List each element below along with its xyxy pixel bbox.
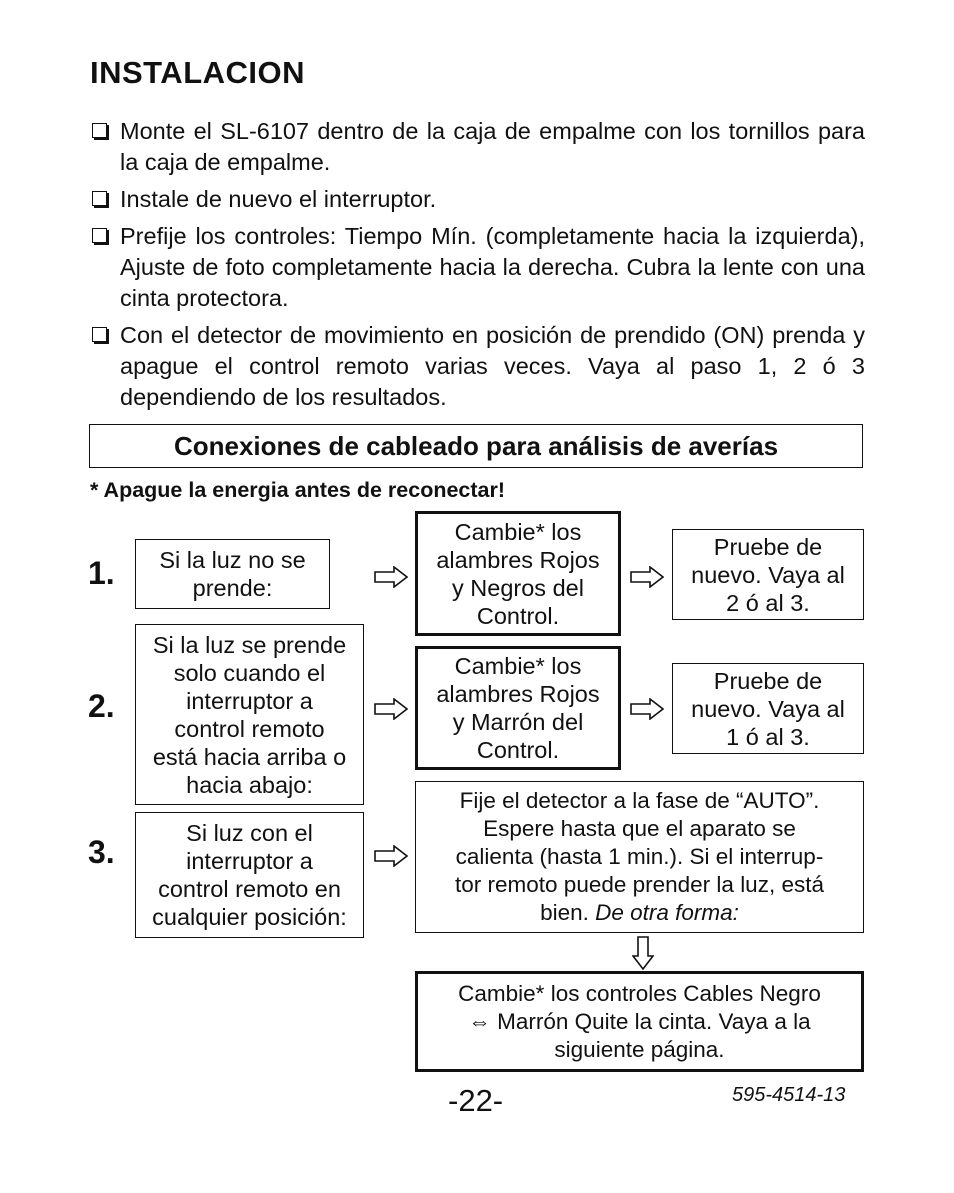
- action-box-3-italic: De otra forma:: [595, 900, 739, 925]
- list-item: [90, 320, 865, 413]
- condition-box-1: Si la luz no se prende:: [135, 539, 330, 609]
- condition-box-2: Si la luz se prende solo cuando el interruptor a control remoto está hacia arriba o hacia abajo:: [135, 624, 364, 805]
- document-code: 595-4514-13: [732, 1084, 846, 1106]
- list-item: [90, 184, 865, 215]
- down-arrow-icon: [632, 936, 654, 970]
- page-title: INSTALACION: [90, 55, 306, 90]
- list-item: [90, 221, 865, 314]
- checkbox-icon: [92, 228, 107, 243]
- right-arrow-icon: [374, 845, 408, 867]
- list-item-text: Prefije los controles: Tiempo Mín. (completamente hacia la izquierda), Ajuste de foto completamente hacia la derecha. Cubra la lente con una cinta protectora.: [120, 223, 865, 311]
- warning-note: * Apague la energia antes de reconectar!: [90, 478, 506, 502]
- right-arrow-icon: [630, 566, 664, 588]
- instruction-list: [90, 116, 865, 419]
- result-box-2: Pruebe de nuevo. Vaya al 1 ó al 3.: [672, 663, 864, 754]
- list-item-text: Con el detector de movimiento en posición de prendido (ON) prenda y apague el control remoto varias veces. Vaya al paso 1, 2 ó 3 dependiendo de los resultados.: [120, 322, 865, 410]
- action-box-3: [415, 781, 864, 933]
- step-number-1: 1.: [88, 555, 115, 591]
- condition-box-3: Si luz con el interruptor a control remoto en cualquier posición:: [135, 812, 364, 938]
- double-arrow-icon: ⇔: [468, 1008, 491, 1034]
- checkbox-icon: [92, 123, 107, 138]
- right-arrow-icon: [374, 698, 408, 720]
- action-box-3-text: Fije el detector a la fase de “AUTO”. Espere hasta que el aparato se calienta (hasta 1 min.). Si el interrup- tor remoto puede prender la luz, está bien. De otra forma:: [455, 788, 824, 925]
- step-number-2: 2.: [88, 688, 115, 724]
- section-heading: Conexiones de cableado para análisis de averías: [89, 424, 863, 468]
- page-number: -22-: [448, 1083, 504, 1118]
- checkbox-icon: [92, 191, 107, 206]
- right-arrow-icon: [374, 566, 408, 588]
- list-item-text: Instale de nuevo el interruptor.: [120, 186, 437, 212]
- list-item: [90, 116, 865, 178]
- checkbox-icon: [92, 327, 107, 342]
- step-number-3: 3.: [88, 834, 115, 870]
- list-item-text: Monte el SL-6107 dentro de la caja de empalme con los tornillos para la caja de empalme.: [120, 118, 865, 175]
- right-arrow-icon: [630, 698, 664, 720]
- action-box-1: Cambie* los alambres Rojos y Negros del Control.: [415, 511, 621, 636]
- followup-box: [415, 971, 864, 1072]
- followup-text: Cambie* los controles Cables Negro ⇔ Marrón Quite la cinta. Vaya a la siguiente página.: [458, 980, 821, 1062]
- result-box-1: Pruebe de nuevo. Vaya al 2 ó al 3.: [672, 529, 864, 620]
- action-box-2: Cambie* los alambres Rojos y Marrón del Control.: [415, 646, 621, 770]
